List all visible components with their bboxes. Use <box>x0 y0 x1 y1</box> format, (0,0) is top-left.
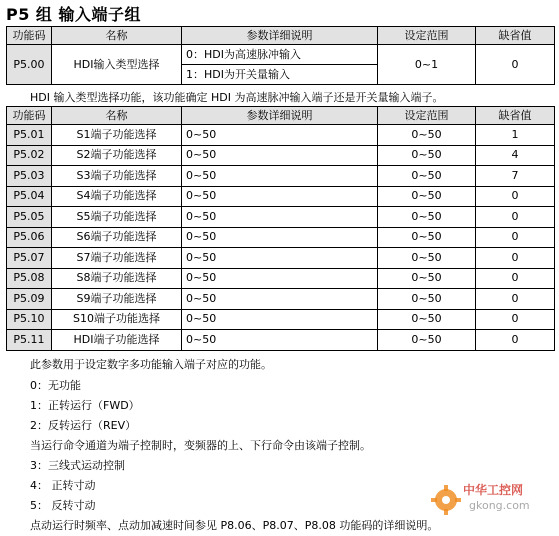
option-1-text: 1：正转运行（FWD） <box>30 399 140 412</box>
cell-default: 0 <box>476 330 555 351</box>
cell-default: 0 <box>476 186 555 207</box>
cell-name: S10端子功能选择 <box>52 309 182 330</box>
cell-code: P5.01 <box>7 125 52 146</box>
cell-code: P5.05 <box>7 207 52 228</box>
cell-default: 7 <box>476 166 555 187</box>
cell-default: 4 <box>476 145 555 166</box>
cell-name: S7端子功能选择 <box>52 248 182 269</box>
cell-range: 0~50 <box>378 330 476 351</box>
col-header-code: 功能码 <box>7 27 52 45</box>
col-header-desc: 参数详细说明 <box>182 107 378 125</box>
gkong-watermark-logo <box>429 476 554 520</box>
cell-default: 0 <box>476 227 555 248</box>
option-5-text: 5： 反转寸动 <box>30 499 96 512</box>
terminal-function-table <box>6 106 555 351</box>
cell-default: 0 <box>476 45 555 85</box>
col-header-desc: 参数详细说明 <box>182 27 378 45</box>
table-row <box>7 268 555 289</box>
cell-code: P5.09 <box>7 289 52 310</box>
cell-default: 1 <box>476 125 555 146</box>
cell-name: S9端子功能选择 <box>52 289 182 310</box>
cell-range: 0~50 <box>378 186 476 207</box>
table-row <box>7 125 555 146</box>
cell-name: S3端子功能选择 <box>52 166 182 187</box>
cell-default: 0 <box>476 309 555 330</box>
table-row <box>7 330 555 351</box>
table-header-row <box>7 107 555 125</box>
cell-code: P5.06 <box>7 227 52 248</box>
option-0-text: 0：无功能 <box>30 379 81 392</box>
cell-desc: 0~50 <box>182 125 378 146</box>
p500-table <box>6 26 555 85</box>
cell-range: 0~50 <box>378 125 476 146</box>
cell-range: 0~1 <box>378 45 476 85</box>
cell-default: 0 <box>476 268 555 289</box>
cell-desc: 0~50 <box>182 207 378 228</box>
option-3-text: 3：三线式运动控制 <box>30 459 125 472</box>
page-title: P5 组 输入端子组 <box>6 5 142 24</box>
cell-desc: 0~50 <box>182 309 378 330</box>
cell-range: 0~50 <box>378 309 476 330</box>
col-header-range: 设定范围 <box>378 27 476 45</box>
watermark-cn-text: 中华工控网 <box>463 483 524 497</box>
cell-desc: 0~50 <box>182 330 378 351</box>
cell-range: 0~50 <box>378 166 476 187</box>
cell-name: HDI输入类型选择 <box>52 45 182 85</box>
col-header-default: 缺省值 <box>476 27 555 45</box>
cell-desc-option-1: 1：HDI为开关量输入 <box>182 65 378 85</box>
cell-default: 0 <box>476 248 555 269</box>
cell-desc: 0~50 <box>182 268 378 289</box>
cell-name: S5端子功能选择 <box>52 207 182 228</box>
col-header-range: 设定范围 <box>378 107 476 125</box>
cell-name: S8端子功能选择 <box>52 268 182 289</box>
cell-name: S1端子功能选择 <box>52 125 182 146</box>
cell-code: P5.08 <box>7 268 52 289</box>
table-row <box>7 207 555 228</box>
cell-desc: 0~50 <box>182 186 378 207</box>
paragraph-intro: 此参数用于设定数字多功能输入端子对应的功能。 <box>30 358 272 371</box>
cell-name: HDI端子功能选择 <box>52 330 182 351</box>
cell-desc: 0~50 <box>182 145 378 166</box>
table-row <box>7 309 555 330</box>
cell-code: P5.03 <box>7 166 52 187</box>
cell-range: 0~50 <box>378 268 476 289</box>
cell-range: 0~50 <box>378 207 476 228</box>
cell-desc: 0~50 <box>182 227 378 248</box>
cell-desc-option-0: 0：HDI为高速脉冲输入 <box>182 45 378 65</box>
col-header-code: 功能码 <box>7 107 52 125</box>
table-row <box>7 289 555 310</box>
cell-code: P5.00 <box>7 45 52 85</box>
col-header-name: 名称 <box>52 107 182 125</box>
table-row <box>7 45 555 65</box>
table-row <box>7 145 555 166</box>
col-header-name: 名称 <box>52 27 182 45</box>
cell-default: 0 <box>476 289 555 310</box>
cell-desc: 0~50 <box>182 248 378 269</box>
table-row <box>7 227 555 248</box>
cell-code: P5.10 <box>7 309 52 330</box>
table-header-row <box>7 27 555 45</box>
cell-desc: 0~50 <box>182 166 378 187</box>
cell-desc: 0~50 <box>182 289 378 310</box>
cell-code: P5.11 <box>7 330 52 351</box>
cell-name: S6端子功能选择 <box>52 227 182 248</box>
option-4-text: 4： 正转寸动 <box>30 479 96 492</box>
watermark-url-text: gkong.com <box>469 499 530 512</box>
table-row <box>7 166 555 187</box>
gear-icon <box>431 485 461 515</box>
cell-code: P5.07 <box>7 248 52 269</box>
table-row <box>7 186 555 207</box>
jog-note: 点动运行时频率、点动加减速时间参见 P8.06、P8.07、P8.08 功能码的详细说明。 <box>30 519 439 532</box>
cell-default: 0 <box>476 207 555 228</box>
cell-name: S4端子功能选择 <box>52 186 182 207</box>
col-header-default: 缺省值 <box>476 107 555 125</box>
cell-name: S2端子功能选择 <box>52 145 182 166</box>
cell-range: 0~50 <box>378 248 476 269</box>
cell-range: 0~50 <box>378 145 476 166</box>
hdi-note: HDI 输入类型选择功能，该功能确定 HDI 为高速脉冲输入端子还是开关量输入端子。 <box>30 91 444 104</box>
cell-range: 0~50 <box>378 227 476 248</box>
option-2-text: 2：反转运行（REV） <box>30 419 137 432</box>
table-row <box>7 248 555 269</box>
cell-range: 0~50 <box>378 289 476 310</box>
terminal-control-note: 当运行命令通道为端子控制时，变频器的上、下行命令由该端子控制。 <box>30 439 371 452</box>
cell-code: P5.04 <box>7 186 52 207</box>
cell-code: P5.02 <box>7 145 52 166</box>
